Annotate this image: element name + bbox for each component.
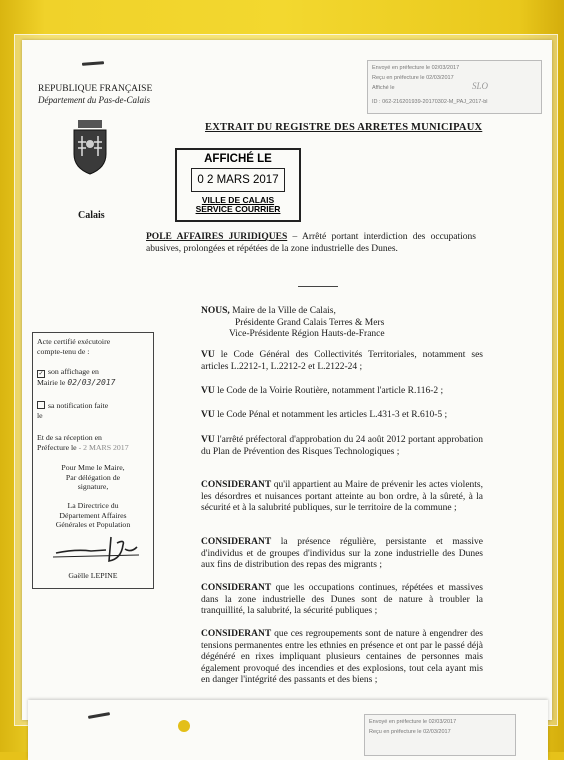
cert-reception-date: - 2 MARS 2017 [78, 442, 129, 452]
stamp-signature: SLO [472, 81, 489, 91]
affiche-service-line2: SERVICE COURRIER [195, 204, 281, 214]
paragraph-keyword: VU [201, 435, 215, 445]
pole-heading [146, 232, 476, 255]
document-title: EXTRAIT DU REGISTRE DES ARRETES MUNICIPAUX [205, 122, 483, 133]
paragraph-keyword: VU [201, 410, 215, 420]
bottom-prefecture-stamp [364, 714, 516, 756]
nous-keyword: NOUS, [201, 306, 230, 316]
divider-rule [298, 286, 338, 287]
paragraph-considerant-1 [201, 480, 483, 515]
stamp-line-received: Reçu en préfecture le 02/03/2017 [372, 75, 454, 81]
paragraph-text: que ces regroupements sont de nature à engendrer des tensions permanentes entre les ethnies en présence et ont par le passé déjà dégénéré en rixes impliquant plusieurs centaines de personnes mais également provoqué des incendies et des explosions, tout cela ayant mis en danger l'intégrité des passants et des biens ; [201, 629, 483, 685]
paragraph-vu-cgct [201, 350, 483, 373]
paragraph-text: le Code Pénal et notamment les articles L.431-3 et R.610-5 ; [214, 410, 448, 420]
affiche-service-line1: VILLE DE CALAIS [201, 195, 275, 205]
cert-check1-label: son affichage en [48, 367, 99, 376]
calais-crest-icon [70, 120, 110, 176]
paragraph-considerant-3 [201, 583, 483, 618]
cert-check2-le: le [37, 410, 43, 420]
paragraph-keyword: CONSIDERANT [201, 537, 272, 547]
paragraph-keyword: VU [201, 386, 215, 396]
cert-reception-line1: Et de sa réception en [37, 433, 102, 442]
cert-check1-mairie: Mairie le [37, 378, 66, 387]
cert-dir2: Département Affaires [59, 510, 127, 520]
checked-box-icon: ✓ [38, 371, 44, 377]
prefecture-stamp-box [367, 60, 542, 114]
certification-box [32, 332, 154, 589]
cert-notification [37, 401, 108, 420]
pole-text: – Arrêté portant interdiction des occupations abusives, prolongées et répétées de la zone industrielle des Dunes. [146, 232, 476, 254]
bottom-stamp-line1: Envoyé en préfecture le 02/03/2017 [369, 719, 457, 725]
paragraph-vu-penal [201, 410, 483, 422]
cert-intro [37, 337, 110, 356]
cert-check1-date: 02/03/2017 [67, 378, 116, 387]
paragraph-keyword: CONSIDERANT [201, 583, 272, 593]
paragraph-keyword: CONSIDERANT [201, 629, 272, 639]
paragraph-text: la présence régulière, persistante et massive d'individus et de groupes d'individus sur la zone industrielle des Dunes aux fins de distribution des repas des migrants ; [201, 537, 483, 570]
cert-sign3: signature, [77, 482, 109, 491]
stamp-line-sent: Envoyé en préfecture le 02/03/2017 [372, 65, 460, 71]
next-page-sheet [28, 700, 548, 760]
affiche-service [177, 196, 299, 214]
cert-reception-line2: Préfecture le [37, 442, 77, 452]
nous-line3: Vice-Présidente Région Hauts-de-France [229, 329, 385, 339]
stamp-line-posted: Affiché le [372, 85, 395, 91]
cert-delegation [33, 463, 153, 492]
cert-affichage [37, 367, 115, 388]
nous-line2: Présidente Grand Calais Terres & Mers [235, 317, 385, 328]
staple-top-left [82, 61, 104, 66]
stamp-line-id: ID : 062-216201939-20170302-M_PAJ_2017-bl [372, 99, 488, 105]
cert-director [33, 501, 153, 530]
pole-name: POLE AFFAIRES JURIDIQUES [146, 232, 288, 242]
nous-line1: Maire de la Ville de Calais, [229, 306, 336, 316]
handwritten-signature-icon [51, 531, 141, 567]
cert-check2-label: sa notification faite [48, 401, 109, 410]
paragraph-text: que les occupations continues, répétées et massives dans la zone industrielle des Dunes sont de nature à troubler la tranquillité, la salubrité, la sécurité publiques ; [201, 583, 483, 616]
staple-bottom-left [88, 712, 110, 719]
paragraph-text: le Code de la Voirie Routière, notamment l'article R.116-2 ; [214, 386, 444, 396]
paragraph-considerant-4 [201, 629, 483, 687]
unchecked-box-icon [37, 401, 45, 409]
paragraph-text: qu'il appartient au Maire de prévenir les actes violents, les désordres et nuisances portant atteinte au bon ordre, à la sûreté, à la sécurité et à la salubrité publiques, sur le territoire de la commune ; [201, 480, 483, 513]
paragraph-text: le Code Général des Collectivités Territoriales, notamment ses articles L.2212-1, L.2212-2 et L.2122-24 ; [201, 350, 483, 372]
nous-block [201, 306, 385, 341]
affiche-stamp [175, 148, 301, 222]
cert-intro-line1: Acte certifié exécutoire [37, 337, 111, 346]
cert-sign1: Pour Mme le Maire, [61, 463, 125, 472]
republic-label: REPUBLIQUE FRANÇAISE [38, 84, 153, 94]
affiche-label: AFFICHÉ LE [204, 153, 272, 165]
cert-reception [37, 433, 129, 452]
paragraph-vu-voirie [201, 386, 483, 398]
cert-dir1: La Directrice du [67, 501, 119, 510]
header-republic [38, 84, 152, 107]
paragraph-considerant-2 [201, 537, 483, 572]
department-label: Département du Pas-de-Calais [38, 95, 150, 105]
city-name: Calais [78, 210, 105, 221]
paragraph-vu-arrete [201, 435, 483, 458]
paragraph-text: l'arrêté préfectoral d'approbation du 24 août 2012 portant approbation du Plan de Prévention des Risques Technologiques ; [201, 435, 483, 457]
cert-sign2: Par délégation de [65, 472, 121, 482]
document-page [22, 40, 552, 720]
punch-hole-bottom [178, 720, 190, 732]
affiche-date: 0 2 MARS 2017 [191, 168, 285, 192]
cert-dir3: Générales et Population [55, 520, 131, 529]
paragraph-keyword: VU [201, 350, 215, 360]
bottom-stamp-line2: Reçu en préfecture le 02/03/2017 [369, 729, 451, 735]
cert-intro-line2: compte-tenu de : [37, 346, 90, 356]
paragraph-keyword: CONSIDERANT [201, 480, 272, 490]
cert-name: Gaëlle LEPINE [68, 571, 118, 580]
